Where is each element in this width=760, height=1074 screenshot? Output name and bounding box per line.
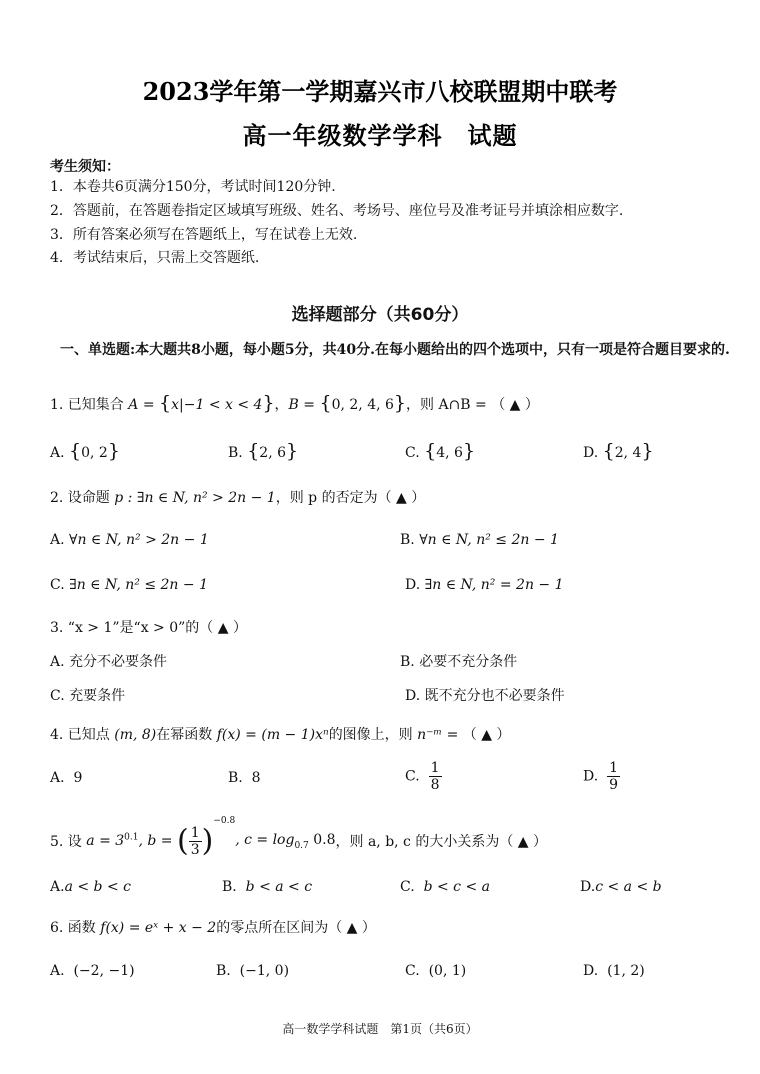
q6-option-b[interactable]: B. (−1, 0) — [216, 963, 290, 979]
notice-heading: 考生须知： — [50, 159, 120, 175]
question-4-stem: 4. 已知点 (m, 8)在幂函数 f(x) = (m − 1)xⁿ的图像上，则 n⁻ᵐ = （ ▲ ） — [50, 727, 511, 743]
instructions-text: 一、单选题:本大题共8小题，每小题5分，共40分.在每小题给出的四个选项中，只有一项是符合题目要求的. — [60, 342, 730, 358]
q5-c-expression: , $c = \log_{0.7} 0.8$ — [235, 831, 336, 851]
q1-set-a-content: x|−1 < x < 4 — [171, 397, 263, 413]
q2-option-d[interactable]: D. ∃n ∈ N, n² = 2n − 1 — [405, 577, 564, 593]
q5-b-fraction: $\frac{1}{3}$ — [190, 824, 200, 858]
exam-title-line2: 高一年级数学学科 试题 — [242, 121, 518, 150]
q5-a-expression: $a = 3^{0.1}$ — [86, 832, 139, 850]
q4-option-b[interactable]: B. 8 — [228, 770, 261, 786]
q3-option-c[interactable]: C. 充要条件 — [50, 688, 126, 704]
question-6-stem: 6. 函数 f(x) = eˣ + x − 2的零点所在区间为（ ▲ ） — [50, 920, 376, 936]
question-1-stem: 1. 已知集合 A = {x|−1 < x < 4}，B = {0, 2, 4, 6}，则 A∩B = （ ▲ ） — [50, 392, 539, 414]
q5-option-b[interactable]: B. b < a < c — [222, 879, 313, 895]
q4-expression: n⁻ᵐ = — [417, 727, 463, 743]
notice-item: 4．考试结束后，只需上交答题纸. — [50, 250, 260, 266]
q1-option-a[interactable]: A. {0, 2} — [50, 440, 120, 462]
q4-function: f(x) = (m − 1)xⁿ — [216, 727, 329, 743]
q4-point: (m, 8) — [114, 727, 157, 743]
q5-option-c[interactable]: C. b < c < a — [400, 879, 490, 895]
q1-set-b-content: 0, 2, 4, 6 — [331, 397, 394, 413]
q6-option-c[interactable]: C. (0, 1) — [405, 963, 467, 979]
q3-option-d[interactable]: D. 既不充分也不必要条件 — [405, 688, 565, 704]
q5-b-exponent: −0.8 — [213, 816, 236, 826]
q4-option-a[interactable]: A. 9 — [50, 770, 83, 786]
q3-option-a[interactable]: A. 充分不必要条件 — [50, 654, 168, 670]
q1-set-a-name: A — [128, 397, 139, 413]
q1-set-b-name: B — [288, 397, 299, 413]
section-instructions — [50, 338, 730, 362]
q4-option-d-fraction: $\frac{1}{9}$ — [609, 760, 619, 793]
q1-prefix: 1. 已知集合 — [50, 397, 129, 413]
question-3-stem: 3. “x > 1”是“x > 0”的（ ▲ ） — [50, 620, 247, 636]
notice-item: 1．本卷共6页满分150分，考试时间120分钟. — [50, 179, 336, 195]
q4-option-c-fraction: $\frac{1}{8}$ — [430, 760, 440, 793]
q6-function: f(x) = eˣ + x − 2 — [100, 920, 217, 936]
q2-option-b[interactable]: B. ∀n ∈ N, n² ≤ 2n − 1 — [400, 532, 559, 548]
q2-option-a[interactable]: A. ∀n ∈ N, n² > 2n − 1 — [50, 532, 209, 548]
q1-option-c[interactable]: C. {4, 6} — [405, 440, 476, 462]
q6-option-d[interactable]: D. (1, 2) — [583, 963, 645, 979]
q6-option-a[interactable]: A. (−2, −1) — [50, 963, 135, 979]
section-title: 选择题部分（共60分） — [291, 305, 469, 325]
q4-option-c[interactable]: C. $\frac{1}{8}$ — [405, 760, 440, 793]
q1-suffix: ，则 A∩B = （ ▲ ） — [406, 397, 539, 413]
q1-option-b[interactable]: B. {2, 6} — [228, 440, 299, 462]
exam-title-line1: 2023学年第一学期嘉兴市八校联盟期中联考 — [142, 77, 618, 106]
notice-item: 3．所有答案必须写在答题纸上，写在试卷上无效. — [50, 227, 358, 243]
page-footer: 高一数学学科试题 第1页（共6页） — [282, 1022, 478, 1036]
q3-option-b[interactable]: B. 必要不充分条件 — [400, 654, 518, 670]
notice-item: 2．答题前，在答题卷指定区域填写班级、姓名、考场号、座位号及准考证号并填涂相应数字. — [50, 203, 624, 219]
q4-option-d[interactable]: D. $\frac{1}{9}$ — [583, 760, 619, 793]
q5-option-d[interactable]: D.c < a < b — [580, 879, 662, 895]
q1-option-d[interactable]: D. {2, 4} — [583, 440, 654, 462]
question-2-stem: 2. 设命题 p : ∃n ∈ N, n² > 2n − 1，则 p 的否定为（ ▲ ） — [50, 490, 426, 506]
question-5-stem: 5. 设 $a = 3^{0.1}$, b = ( $\frac{1}{3}$ )$^{-0.8}$, $c = \log_{0.7} 0.8$，则 a, b, c 的大小关系为（ ▲ ） — [50, 816, 548, 859]
q2-proposition: p : ∃n ∈ N, n² > 2n − 1 — [114, 490, 276, 506]
q5-option-a[interactable]: A.a < b < c — [50, 879, 131, 895]
q2-option-c[interactable]: C. ∃n ∈ N, n² ≤ 2n − 1 — [50, 577, 208, 593]
